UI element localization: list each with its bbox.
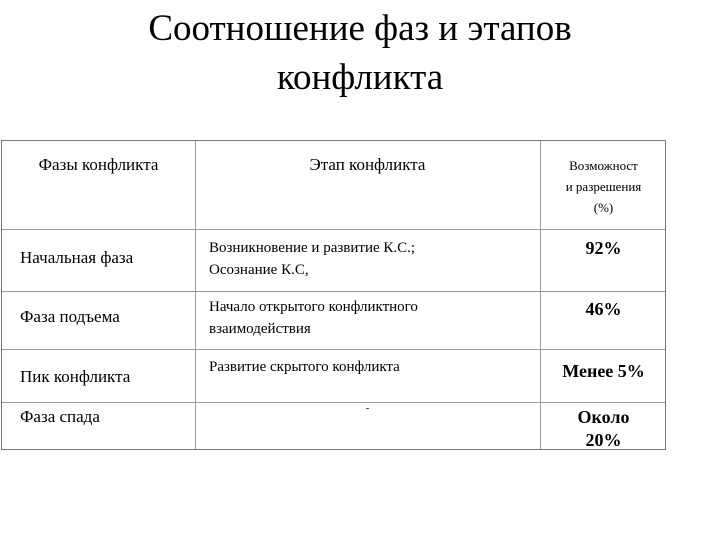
row-pct-value: Менее 5% [562, 361, 645, 381]
table-row [2, 349, 666, 402]
row-stage-line1: Начало открытого конфликтного [209, 299, 418, 315]
table-row [2, 402, 666, 450]
header-pct-line3: (%) [593, 200, 614, 215]
row-pct [540, 298, 666, 321]
header-pct-line1: Возможност [569, 158, 638, 173]
row-pct-value: 92% [585, 238, 622, 258]
table-row [2, 291, 666, 349]
row-stage [209, 356, 534, 378]
row-phase: Начальная фаза [20, 248, 134, 267]
slide-title-line1: Соотношение фаз и этапов [148, 8, 572, 49]
row-stage-line1: Развитие скрытого конфликта [209, 359, 400, 375]
row-pct [540, 360, 666, 383]
row-stage-line1: Возникновение и развитие К.С.; [209, 240, 416, 256]
row-phase: Пик конфликта [20, 367, 131, 386]
table-header-row [2, 141, 666, 229]
header-pct-line2: и разрешения [565, 179, 642, 194]
slide-title [0, 4, 720, 102]
row-pct [540, 406, 666, 450]
row-stage [209, 296, 534, 340]
row-pct [540, 237, 666, 260]
table-row [2, 229, 666, 291]
row-stage-line2: Осознание К.С, [209, 262, 309, 278]
header-phase: Фазы конфликта [38, 155, 159, 174]
row-pct-line2: 20% [585, 430, 622, 450]
row-phase: Фаза подъема [20, 307, 120, 326]
row-stage-line2: взаимодействия [209, 321, 311, 337]
header-resolution-chance [540, 155, 666, 218]
row-pct-value: 46% [585, 299, 622, 319]
row-stage: - [365, 403, 370, 414]
row-pct-line1: Около [577, 407, 630, 427]
phases-table [1, 140, 666, 450]
header-stage: Этап конфликта [309, 155, 426, 174]
row-stage [209, 237, 534, 281]
slide-title-line2: конфликта [276, 57, 444, 98]
row-phase: Фаза спада [20, 407, 100, 426]
